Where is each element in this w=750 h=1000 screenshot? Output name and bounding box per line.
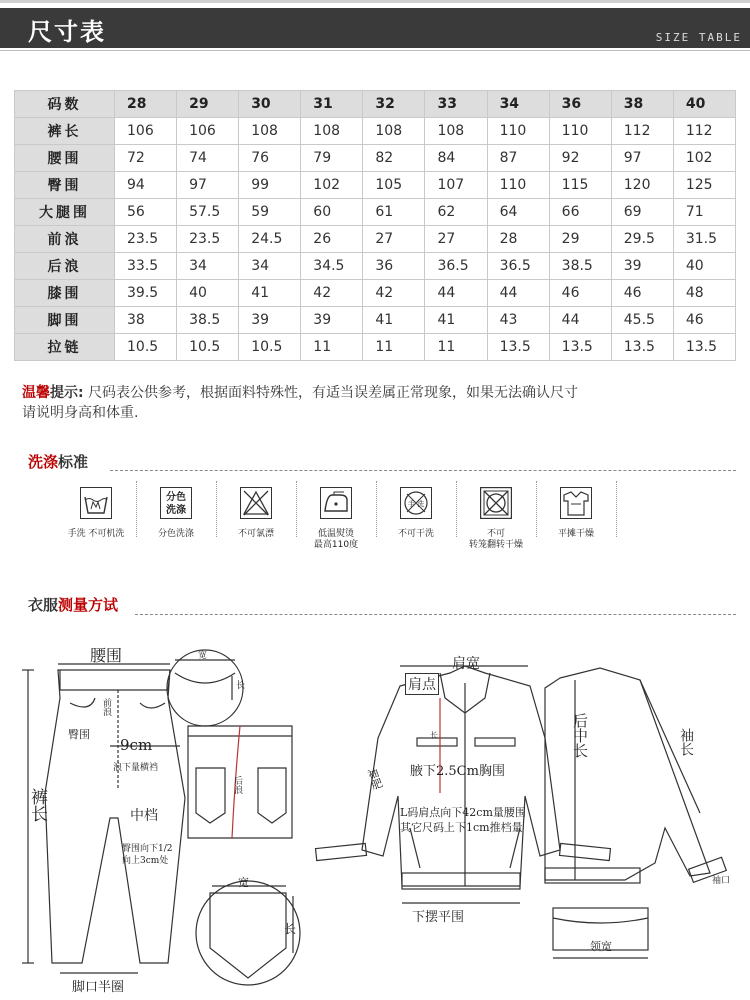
size-cell: 105 bbox=[363, 172, 425, 199]
measurement-diagram bbox=[0, 618, 750, 1000]
size-row bbox=[15, 253, 736, 280]
size-cell: 38 bbox=[115, 307, 177, 334]
size-cell: 102 bbox=[301, 172, 363, 199]
svg-text:洗涤: 洗涤 bbox=[166, 505, 186, 516]
care-item bbox=[58, 481, 134, 540]
size-cell: 59 bbox=[239, 199, 301, 226]
size-cell: 108 bbox=[363, 118, 425, 145]
size-row bbox=[15, 280, 736, 307]
size-cell: 125 bbox=[673, 172, 735, 199]
size-cell: 11 bbox=[363, 334, 425, 361]
size-cell: 60 bbox=[301, 199, 363, 226]
size-row bbox=[15, 145, 736, 172]
size-cell: 45.5 bbox=[611, 307, 673, 334]
washing-title-rest: 标准 bbox=[58, 453, 89, 471]
size-cell: 92 bbox=[549, 145, 611, 172]
size-cell: 42 bbox=[363, 280, 425, 307]
size-cell: 46 bbox=[549, 280, 611, 307]
size-cell: 39 bbox=[301, 307, 363, 334]
care-label: 平摊干燥 bbox=[557, 529, 594, 539]
care-item bbox=[138, 481, 214, 540]
size-cell: 110 bbox=[487, 118, 549, 145]
size-cell: 34 bbox=[239, 253, 301, 280]
size-cell: 38.5 bbox=[177, 307, 239, 334]
size-cell: 107 bbox=[425, 172, 487, 199]
no-bleach-icon bbox=[240, 487, 272, 519]
pants-length-label: 裤长 bbox=[27, 788, 47, 822]
flat-dry-icon bbox=[560, 487, 592, 519]
care-label: 低温熨烫 最高110度 bbox=[313, 529, 359, 550]
size-cell: 36 bbox=[549, 91, 611, 118]
care-item bbox=[378, 481, 454, 540]
pocket-length-label: 长 bbox=[284, 922, 297, 936]
care-label: 不可氯漂 bbox=[237, 529, 274, 539]
row-label: 脚围 bbox=[15, 307, 115, 334]
size-cell: 106 bbox=[177, 118, 239, 145]
size-cell: 41 bbox=[239, 280, 301, 307]
size-cell: 36 bbox=[363, 253, 425, 280]
hem-label: 脚口半圈 bbox=[72, 980, 125, 995]
collar-width-label: 领宽 bbox=[590, 940, 612, 953]
sleeve-length-label: 袖长 bbox=[678, 728, 694, 756]
size-cell: 97 bbox=[177, 172, 239, 199]
svg-text:分色: 分色 bbox=[166, 492, 186, 503]
size-cell: 27 bbox=[363, 226, 425, 253]
note-label: 提示: bbox=[50, 385, 84, 401]
size-cell: 108 bbox=[239, 118, 301, 145]
shoulder-width-label: 肩宽 bbox=[452, 656, 480, 672]
hem-width-label: 下摆平围 bbox=[412, 910, 465, 925]
size-cell: 31.5 bbox=[673, 226, 735, 253]
size-cell: 24.5 bbox=[239, 226, 301, 253]
size-cell: 56 bbox=[115, 199, 177, 226]
row-label: 大腿围 bbox=[15, 199, 115, 226]
pocket-width-label: 宽 bbox=[238, 876, 249, 889]
care-label: 不可 转笼翻转干燥 bbox=[468, 529, 523, 550]
sleeve-width-label: 袖肥 bbox=[364, 766, 385, 792]
size-cell: 29 bbox=[177, 91, 239, 118]
care-label: 分色洗涤 bbox=[157, 529, 194, 539]
size-cell: 97 bbox=[611, 145, 673, 172]
crotch-label: 中档 bbox=[130, 808, 158, 824]
size-cell: 39.5 bbox=[115, 280, 177, 307]
size-cell: 13.5 bbox=[611, 334, 673, 361]
washing-icons bbox=[58, 481, 618, 561]
care-item bbox=[298, 481, 374, 551]
size-cell: 112 bbox=[673, 118, 735, 145]
size-cell: 44 bbox=[549, 307, 611, 334]
size-cell: 26 bbox=[301, 226, 363, 253]
row-label: 膝围 bbox=[15, 280, 115, 307]
measure-title-rest: 衣服 bbox=[28, 596, 59, 614]
size-cell: 31 bbox=[301, 91, 363, 118]
cuff-label: 袖口 bbox=[712, 876, 731, 886]
size-table bbox=[14, 90, 736, 361]
note-prefix: 温馨 bbox=[22, 385, 50, 401]
size-cell: 110 bbox=[487, 172, 549, 199]
row-label: 臀围 bbox=[15, 172, 115, 199]
circle-length-label: 长 bbox=[236, 681, 246, 691]
size-cell: 13.5 bbox=[487, 334, 549, 361]
size-cell: 102 bbox=[673, 145, 735, 172]
size-cell: 41 bbox=[363, 307, 425, 334]
size-cell: 11 bbox=[301, 334, 363, 361]
size-cell: 71 bbox=[673, 199, 735, 226]
size-cell: 108 bbox=[301, 118, 363, 145]
measure-title-red: 测量方试 bbox=[58, 596, 119, 614]
shoulder-point-label: 肩点 bbox=[405, 673, 439, 695]
size-cell: 44 bbox=[425, 280, 487, 307]
row-label: 后浪 bbox=[15, 253, 115, 280]
row-label: 码数 bbox=[15, 91, 115, 118]
size-cell: 108 bbox=[425, 118, 487, 145]
size-cell: 10.5 bbox=[239, 334, 301, 361]
size-cell: 36.5 bbox=[425, 253, 487, 280]
size-cell: 10.5 bbox=[177, 334, 239, 361]
care-label: 不可干洗 bbox=[397, 529, 434, 539]
size-cell: 82 bbox=[363, 145, 425, 172]
size-cell: 87 bbox=[487, 145, 549, 172]
front-rise-label: 前浪 bbox=[101, 698, 111, 716]
circle-width-label: 宽 bbox=[198, 651, 208, 661]
size-cell: 79 bbox=[301, 145, 363, 172]
size-row bbox=[15, 118, 736, 145]
knee-note-2: 向上3cm处 bbox=[122, 856, 169, 866]
size-cell: 39 bbox=[611, 253, 673, 280]
size-cell: 84 bbox=[425, 145, 487, 172]
size-cell: 44 bbox=[487, 280, 549, 307]
care-item bbox=[538, 481, 614, 540]
size-cell: 32 bbox=[363, 91, 425, 118]
size-cell: 94 bbox=[115, 172, 177, 199]
size-cell: 99 bbox=[239, 172, 301, 199]
size-cell: 38 bbox=[611, 91, 673, 118]
title-bar bbox=[0, 8, 750, 48]
size-row bbox=[15, 226, 736, 253]
low-iron-icon bbox=[320, 487, 352, 519]
size-cell: 110 bbox=[549, 118, 611, 145]
size-cell: 11 bbox=[425, 334, 487, 361]
no-tumble-dry-icon bbox=[480, 487, 512, 519]
row-label: 拉链 bbox=[15, 334, 115, 361]
waist-note-1: L码肩点向下42cm量腰围 bbox=[400, 806, 526, 819]
size-cell: 30 bbox=[239, 91, 301, 118]
size-cell: 23.5 bbox=[177, 226, 239, 253]
measure-divider bbox=[135, 614, 736, 615]
size-cell: 33.5 bbox=[115, 253, 177, 280]
size-cell: 61 bbox=[363, 199, 425, 226]
size-cell: 38.5 bbox=[549, 253, 611, 280]
size-cell: 13.5 bbox=[673, 334, 735, 361]
header-rule bbox=[0, 50, 750, 51]
care-item bbox=[458, 481, 534, 551]
size-cell: 72 bbox=[115, 145, 177, 172]
hip-label: 臀围 bbox=[68, 728, 90, 741]
size-row bbox=[15, 172, 736, 199]
size-cell: 40 bbox=[673, 253, 735, 280]
svg-text:手 洗: 手 洗 bbox=[407, 500, 425, 508]
page-subtitle: SIZE TABLE bbox=[655, 31, 742, 44]
size-cell: 46 bbox=[673, 307, 735, 334]
size-cell: 69 bbox=[611, 199, 673, 226]
size-cell: 115 bbox=[549, 172, 611, 199]
size-cell: 28 bbox=[115, 91, 177, 118]
size-cell: 29.5 bbox=[611, 226, 673, 253]
size-cell: 46 bbox=[611, 280, 673, 307]
size-cell: 48 bbox=[673, 280, 735, 307]
waist-note-2: 其它尺码上下1cm推档量 bbox=[400, 821, 523, 834]
care-label: 手洗 不可机洗 bbox=[67, 529, 125, 539]
size-cell: 39 bbox=[239, 307, 301, 334]
size-note bbox=[22, 383, 722, 423]
back-rise-label: 后浪 bbox=[232, 776, 242, 794]
size-row bbox=[15, 199, 736, 226]
size-cell: 40 bbox=[177, 280, 239, 307]
hand-wash-icon bbox=[80, 487, 112, 519]
separate-wash-icon bbox=[160, 487, 192, 519]
chest-length-label: 长 bbox=[430, 731, 438, 740]
top-divider bbox=[0, 0, 750, 3]
size-cell: 74 bbox=[177, 145, 239, 172]
washing-title bbox=[28, 451, 88, 472]
size-cell: 34.5 bbox=[301, 253, 363, 280]
note-text: 尺码表公供参考，根据面料特殊性，有适当误差属正常现象，如果无法确认尺寸 bbox=[88, 385, 579, 401]
size-cell: 34 bbox=[177, 253, 239, 280]
nine-cm-label: 9cm bbox=[120, 736, 153, 754]
size-cell: 27 bbox=[425, 226, 487, 253]
page-title: 尺寸表 bbox=[28, 18, 106, 46]
size-cell: 29 bbox=[549, 226, 611, 253]
size-cell: 64 bbox=[487, 199, 549, 226]
size-cell: 41 bbox=[425, 307, 487, 334]
size-cell: 66 bbox=[549, 199, 611, 226]
waist-label: 腰围 bbox=[90, 646, 123, 665]
size-cell: 13.5 bbox=[549, 334, 611, 361]
size-header-row bbox=[15, 91, 736, 118]
chest-label: 腋下2.5Cm胸围 bbox=[410, 764, 505, 779]
row-label: 裤长 bbox=[15, 118, 115, 145]
size-cell: 42 bbox=[301, 280, 363, 307]
size-cell: 106 bbox=[115, 118, 177, 145]
measure-title bbox=[28, 594, 118, 615]
note-line2: 请说明身高和体重. bbox=[22, 405, 139, 421]
garment-sketch bbox=[0, 618, 750, 1000]
washing-title-red: 洗涤 bbox=[28, 453, 59, 471]
size-cell: 10.5 bbox=[115, 334, 177, 361]
size-cell: 112 bbox=[611, 118, 673, 145]
care-item bbox=[218, 481, 294, 540]
size-cell: 120 bbox=[611, 172, 673, 199]
size-cell: 28 bbox=[487, 226, 549, 253]
row-label: 前浪 bbox=[15, 226, 115, 253]
row-label: 腰围 bbox=[15, 145, 115, 172]
back-center-label: 后中长 bbox=[571, 713, 589, 758]
size-row bbox=[15, 307, 736, 334]
knee-note-1: 臀围向下1/2 bbox=[122, 844, 173, 854]
size-cell: 23.5 bbox=[115, 226, 177, 253]
size-cell: 62 bbox=[425, 199, 487, 226]
size-cell: 76 bbox=[239, 145, 301, 172]
washing-divider bbox=[110, 470, 736, 471]
size-cell: 43 bbox=[487, 307, 549, 334]
size-cell: 34 bbox=[487, 91, 549, 118]
size-cell: 33 bbox=[425, 91, 487, 118]
rise-measure-label: 浪下量横裆 bbox=[113, 763, 159, 773]
size-cell: 57.5 bbox=[177, 199, 239, 226]
no-dry-clean-icon bbox=[400, 487, 432, 519]
size-cell: 36.5 bbox=[487, 253, 549, 280]
size-row bbox=[15, 334, 736, 361]
size-cell: 40 bbox=[673, 91, 735, 118]
